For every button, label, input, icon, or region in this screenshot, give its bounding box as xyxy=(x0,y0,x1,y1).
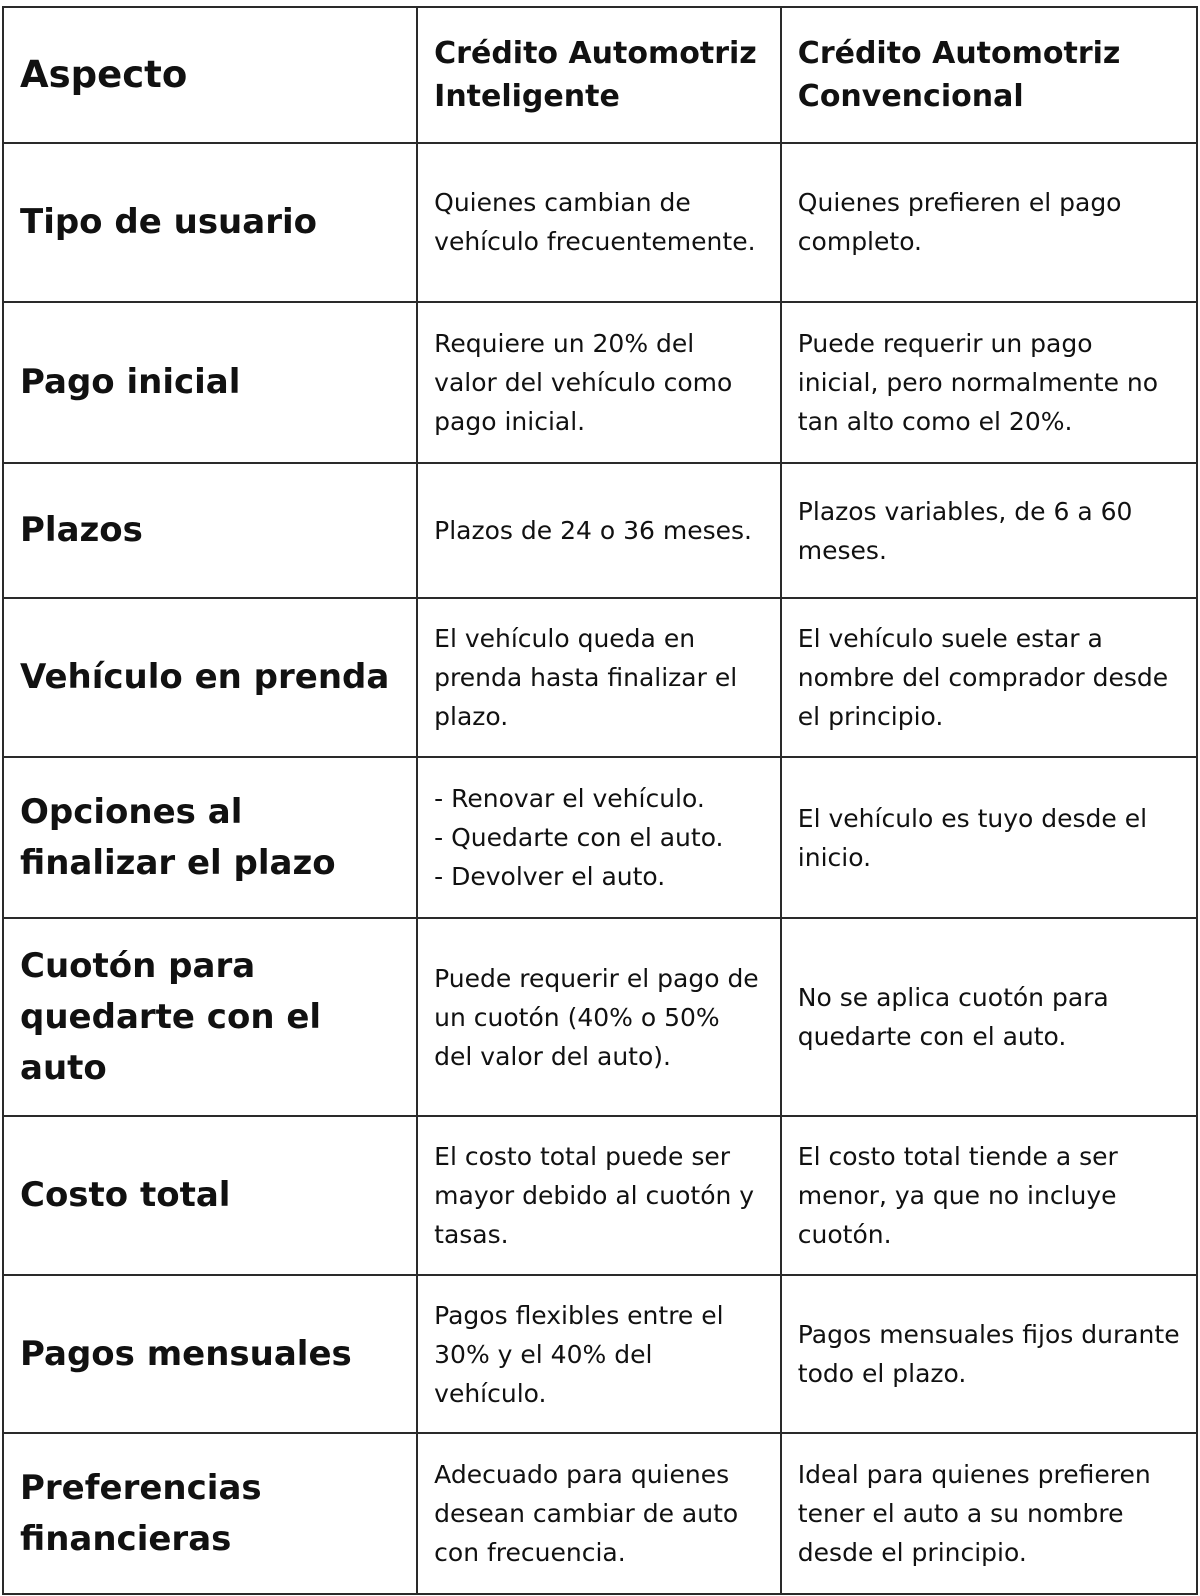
table-row xyxy=(3,463,1197,598)
inteligente-cell: Requiere un 20% del valor del vehículo como pago inicial. xyxy=(417,302,781,464)
aspect-cell: Pagos mensuales xyxy=(3,1275,417,1433)
aspect-cell: Cuotón para quedarte con el auto xyxy=(3,918,417,1116)
aspect-cell: Opciones al finalizar el plazo xyxy=(3,757,417,919)
convencional-cell: Quienes prefieren el pago completo. xyxy=(781,143,1197,301)
header-inteligente: Crédito Automotriz Inteligente xyxy=(417,7,781,143)
table-row xyxy=(3,598,1197,756)
option-item: - Quedarte con el auto. xyxy=(434,823,724,853)
aspect-cell: Plazos xyxy=(3,463,417,598)
comparison-table xyxy=(2,6,1198,1595)
convencional-cell: Plazos variables, de 6 a 60 meses. xyxy=(781,463,1197,598)
inteligente-cell: Pagos flexibles entre el 30% y el 40% del vehículo. xyxy=(417,1275,781,1433)
convencional-cell: El vehículo es tuyo desde el inicio. xyxy=(781,757,1197,919)
aspect-cell: Preferencias financieras xyxy=(3,1433,417,1594)
inteligente-cell: El vehículo queda en prenda hasta finalizar el plazo. xyxy=(417,598,781,756)
convencional-cell: El costo total tiende a ser menor, ya que no incluye cuotón. xyxy=(781,1116,1197,1274)
header-convencional: Crédito Automotriz Convencional xyxy=(781,7,1197,143)
convencional-cell: Pagos mensuales fijos durante todo el plazo. xyxy=(781,1275,1197,1433)
aspect-cell: Costo total xyxy=(3,1116,417,1274)
table-row xyxy=(3,302,1197,464)
header-aspect: Aspecto xyxy=(3,7,417,143)
table-row xyxy=(3,918,1197,1116)
convencional-cell: No se aplica cuotón para quedarte con el auto. xyxy=(781,918,1197,1116)
aspect-cell: Pago inicial xyxy=(3,302,417,464)
aspect-cell: Tipo de usuario xyxy=(3,143,417,301)
inteligente-cell: Adecuado para quienes desean cambiar de auto con frecuencia. xyxy=(417,1433,781,1594)
table-row xyxy=(3,143,1197,301)
table-row xyxy=(3,1116,1197,1274)
inteligente-cell xyxy=(417,757,781,919)
table-row xyxy=(3,1275,1197,1433)
convencional-cell: Ideal para quienes prefieren tener el auto a su nombre desde el principio. xyxy=(781,1433,1197,1594)
inteligente-cell: El costo total puede ser mayor debido al cuotón y tasas. xyxy=(417,1116,781,1274)
table-row xyxy=(3,1433,1197,1594)
convencional-cell: Puede requerir un pago inicial, pero normalmente no tan alto como el 20%. xyxy=(781,302,1197,464)
inteligente-cell: Puede requerir el pago de un cuotón (40% o 50% del valor del auto). xyxy=(417,918,781,1116)
header-row xyxy=(3,7,1197,143)
inteligente-cell: Quienes cambian de vehículo frecuentemente. xyxy=(417,143,781,301)
aspect-cell: Vehículo en prenda xyxy=(3,598,417,756)
option-item: - Renovar el vehículo. xyxy=(434,784,705,814)
table-row xyxy=(3,757,1197,919)
convencional-cell: El vehículo suele estar a nombre del comprador desde el principio. xyxy=(781,598,1197,756)
inteligente-cell: Plazos de 24 o 36 meses. xyxy=(417,463,781,598)
option-item: - Devolver el auto. xyxy=(434,862,666,892)
